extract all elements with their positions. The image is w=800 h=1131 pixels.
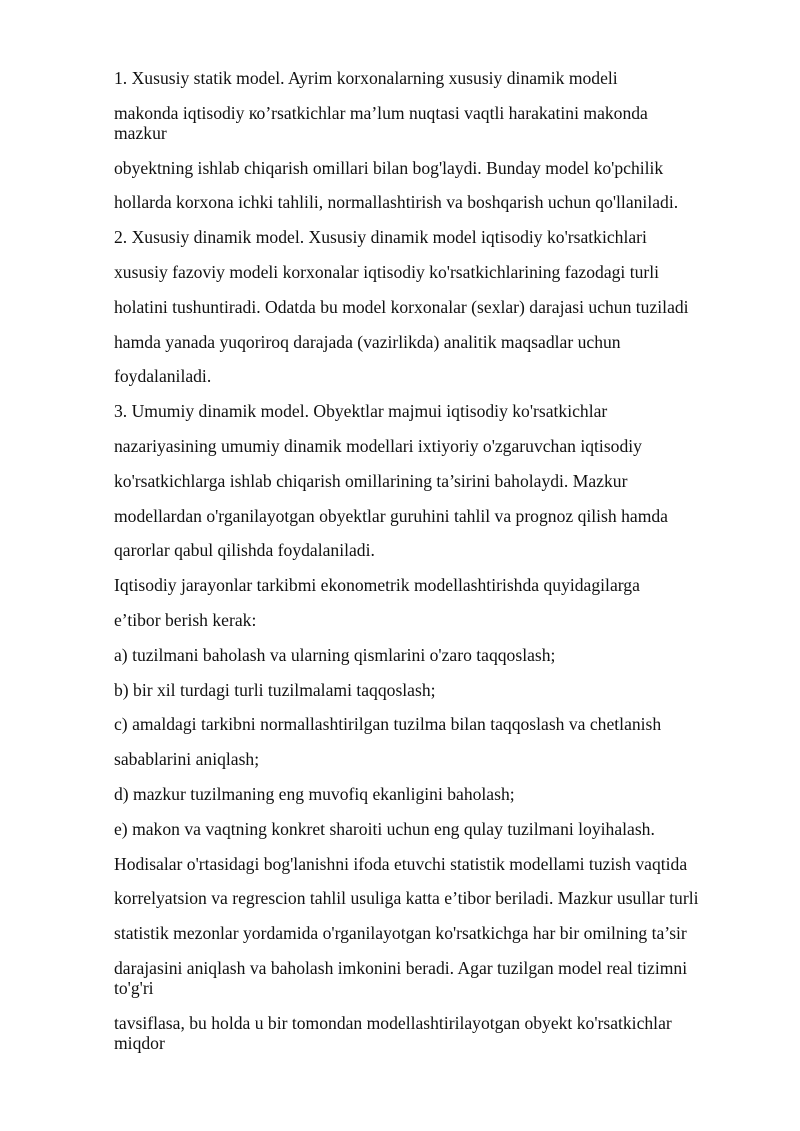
text-line: 1. Xususiy statik model. Ayrim korxonalarning xususiy dinamik modeli [114, 68, 618, 88]
line-gap [114, 734, 754, 749]
line-gap [114, 700, 754, 715]
line-gap [114, 769, 754, 784]
text-line: e) makon va vaqtning konkret sharoiti uchun eng qulay tuzilmani loyihalash. [114, 818, 655, 839]
text-line: qarorlar qabul qilishda foydalaniladi. [114, 540, 375, 561]
line-gap [114, 526, 754, 541]
line-gap [114, 804, 754, 819]
line-gap [114, 282, 754, 297]
text-line: Hodisalar o'rtasidagi bog'lanishni ifoda etuvchi statistik modellami tuzish vaqtida [114, 853, 688, 874]
line-gap [114, 247, 754, 262]
line-gap [114, 386, 754, 401]
line-gap [114, 595, 754, 610]
line-gap [114, 839, 754, 854]
text-line: hollarda korxona ichki tahlili, normallashtirish va boshqarish uchun qo'llaniladi. [114, 192, 679, 213]
text-line: ko'rsatkichlarga ishlab chiqarish omillarining ta’sirini baholaydi. Mazkur [114, 470, 628, 491]
text-line: b) bir xil turdagi turli tuzilmalami taqqoslash; [114, 679, 436, 700]
text-line: d) mazkur tuzilmaning eng muvofiq ekanligini baholash; [114, 783, 515, 804]
text-line: a) tuzilmani baholash va ularning qismlarini o'zaro taqqoslash; [114, 644, 556, 665]
line-gap [114, 421, 754, 436]
line-gap [114, 908, 754, 923]
text-line: Iqtisodiy jarayonlar tarkibmi ekonometrik modellashtirishda quyidagilarga [114, 575, 640, 596]
line-gap [114, 943, 754, 958]
line-gap [114, 212, 754, 227]
line-gap [114, 317, 754, 332]
text-line: foydalaniladi. [114, 366, 212, 387]
text-line: tavsiflasa, bu holda u bir tomondan modellashtirilayotgan obyekt ko'rsatkichlar [114, 1012, 672, 1033]
text-line: c) amaldagi tarkibni normallashtirilgan tuzilma bilan taqqoslash va chetlanish [114, 714, 662, 735]
line-gap [114, 456, 754, 471]
line-gap [114, 630, 754, 645]
text-line: xususiy fazoviy modeli korxonalar iqtisodiy ko'rsatkichlarining fazodagi turli [114, 261, 660, 282]
line-gap [114, 143, 754, 158]
line-gap [114, 491, 754, 506]
line-gap [114, 665, 754, 680]
line-gap [114, 998, 754, 1013]
text-line: makonda iqtisodiy ко’rsatkichlar ma’lum nuqtasi vaqtli harakatini makonda [114, 102, 648, 123]
text-line: korrelyatsion va regrescion tahlil usuliga katta e’tibor beriladi. Mazkur usullar turli [114, 888, 699, 909]
line-gap [114, 874, 754, 889]
document-body [114, 68, 754, 1053]
line-gap [114, 178, 754, 193]
text-line: holatini tushuntiradi. Odatda bu model korxonalar (sexlar) darajasi uchun tuziladi [114, 296, 689, 317]
text-line: e’tibor berish kerak: [114, 609, 257, 630]
text-line: 2. Xususiy dinamik model. Xususiy dinamik model iqtisodiy ko'rsatkichlari [114, 227, 647, 248]
text-line: statistik mezonlar yordamida o'rganilayotgan ko'rsatkichga har bir omilning ta’sir [114, 923, 687, 944]
text-line: darajasini aniqlash va baholash imkonini beradi. Agar tuzilgan model real tizimni [114, 957, 688, 978]
line-gap [114, 560, 754, 575]
text-line: 3. Umumiy dinamik model. Obyektlar majmui iqtisodiy ko'rsatkichlar [114, 401, 608, 422]
text-line: modellardan o'rganilayotgan obyektlar guruhini tahlil va prognoz qilish hamda [114, 505, 668, 526]
text-line: miqdor [114, 1032, 165, 1053]
text-line: obyektning ishlab chiqarish omillari bilan bog'laydi. Bunday model ko'pchilik [114, 157, 664, 178]
text-line: to'g'ri [114, 977, 154, 998]
text-line: mazkur [114, 122, 167, 143]
text-line: nazariyasining umumiy dinamik modellari ixtiyoriy o'zgaruvchan iqtisodiy [114, 435, 642, 456]
line-gap [114, 352, 754, 367]
text-line: sabablarini aniqlash; [114, 749, 260, 770]
line-gap [114, 88, 754, 103]
text-line: hamda yanada yuqoriroq darajada (vazirlikda) analitik maqsadlar uchun [114, 331, 621, 352]
